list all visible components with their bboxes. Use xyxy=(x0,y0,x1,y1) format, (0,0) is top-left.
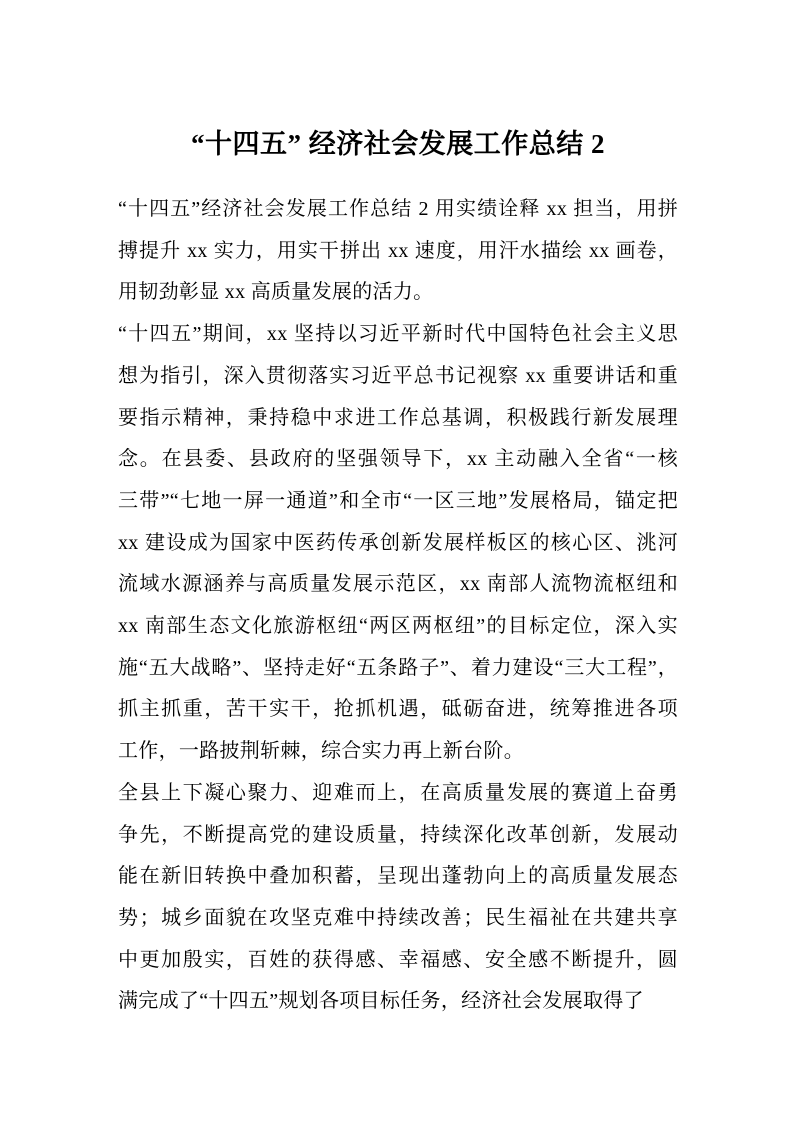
text-line: 全县上下凝心聚力、迎难而上，在高质量发展的赛道上奋勇 xyxy=(118,781,678,804)
text-line: 施“五大战略”、坚持走好“五条路子”、着力建设“三大工程”， xyxy=(118,656,678,679)
text-line: 搏提升 xx 实力，用实干拼出 xx 速度，用汗水描绘 xx 画卷， xyxy=(118,239,678,262)
text-line: “十四五”经济社会发展工作总结 2 用实绩诠释 xx 担当，用拼 xyxy=(118,198,678,220)
text-line: 用韧劲彰显 xx 高质量发展的活力。 xyxy=(118,281,434,304)
document-body xyxy=(118,189,678,1023)
text-line: 势；城乡面貌在攻坚克难中持续改善；民生福祉在共建共享 xyxy=(118,906,678,929)
text-line: 满完成了“十四五”规划各项目标任务，经济社会发展取得了 xyxy=(118,990,644,1013)
text-line: 念。在县委、县政府的坚强领导下，xx 主动融入全省“一核 xyxy=(118,448,678,471)
text-line: 流域水源涵养与高质量发展示范区，xx 南部人流物流枢纽和 xyxy=(118,573,678,596)
text-line: “十四五”期间，xx 坚持以习近平新时代中国特色社会主义思 xyxy=(118,323,678,346)
page-title: “十四五” 经济社会发展工作总结 2 xyxy=(191,129,605,159)
text-line: 工作，一路披荆斩棘，综合实力再上新台阶。 xyxy=(118,740,524,763)
paragraph xyxy=(118,189,678,314)
text-line: 能在新旧转换中叠加积蓄，呈现出蓬勃向上的高质量发展态 xyxy=(118,865,678,888)
text-line: 要指示精神，秉持稳中求进工作总基调，积极践行新发展理 xyxy=(118,406,678,429)
text-line: 争先，不断提高党的建设质量，持续深化改革创新，发展动 xyxy=(118,823,678,846)
text-line: 三带”“七地一屏一通道”和全市“一区三地”发展格局，锚定把 xyxy=(118,489,678,512)
paragraph xyxy=(118,773,678,1023)
page-content xyxy=(118,0,678,1023)
text-line: xx 建设成为国家中医药传承创新发展样板区的核心区、洮河 xyxy=(118,531,678,554)
text-line: 抓主抓重，苦干实干，抢抓机遇，砥砺奋进，统筹推进各项 xyxy=(118,698,678,721)
text-line: 想为指引，深入贯彻落实习近平总书记视察 xx 重要讲话和重 xyxy=(118,364,678,387)
paragraph xyxy=(118,314,678,773)
text-line: xx 南部生态文化旅游枢纽“两区两枢纽”的目标定位，深入实 xyxy=(118,615,678,638)
text-line: 中更加殷实，百姓的获得感、幸福感、安全感不断提升，圆 xyxy=(118,948,678,971)
